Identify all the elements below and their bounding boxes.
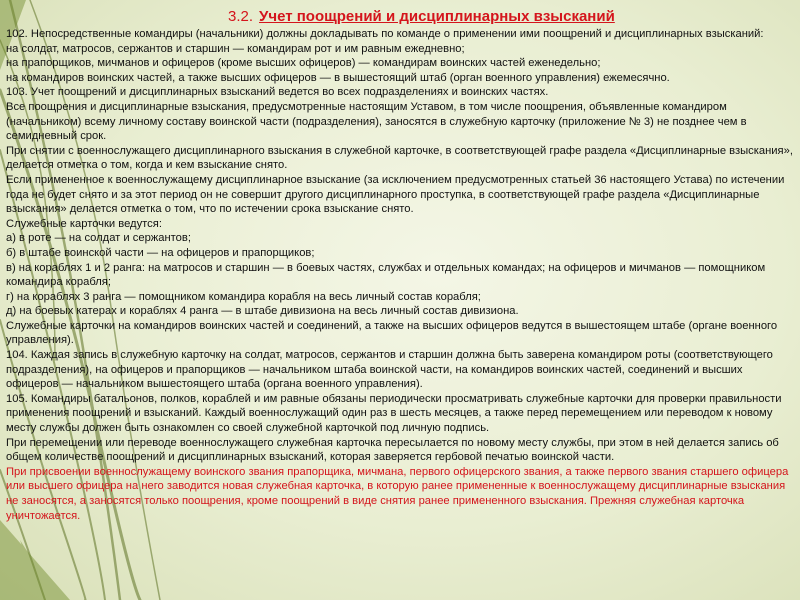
paragraph: г) на кораблях 3 ранга — помощником командира корабля на весь личный состав корабля; bbox=[6, 290, 481, 303]
paragraph: 104. Каждая запись в служебную карточку на солдат, матросов, сержантов и старшин должна быть заверена командиром роты (соответствующего подразделения), на офицеров и прапорщиков — начальником штаба воинской части, на командиров воинских частей, соединений и высших офицеров — начальником вышестоящего штаба (органа военного управления). bbox=[6, 349, 773, 391]
paragraph: При перемещении или переводе военнослужащего служебная карточка пересылается по новому месту службы, при этом в ней делается запись об общем количестве поощрений и дисциплинарных взысканий, которая заверяется гербовой печатью воинской части. bbox=[6, 436, 779, 464]
paragraph: д) на боевых катерах и кораблях 4 ранга — в штабе дивизиона на весь личный состав дивизиона. bbox=[6, 305, 519, 318]
paragraph: на прапорщиков, мичманов и офицеров (кроме высших офицеров) — командирам воинских частей еженедельно; bbox=[6, 57, 601, 70]
paragraph: Все поощрения и дисциплинарные взыскания, предусмотренные настоящим Уставом, в том числе поощрения, объявленные командиром (начальником) всему личному составу воинской части (подразделения), заносятся в служебную карточку (приложение № 3) не позднее чем в семидневный срок. bbox=[6, 100, 747, 143]
section-number: 3.2. bbox=[228, 8, 254, 25]
paragraph: Если примененное к военнослужащему дисциплинарное взыскание (за исключением предусмотренных статьей 36 настоящего Устава) по истечении года не будет снято и за этот период он не совершит другого дисциплинарного проступка, в соответствующей графе раздела «Дисциплинарные взыскания» делается отметка о том, что по истечении срока взыскание снято. bbox=[6, 173, 785, 216]
paragraph: на командиров воинских частей, а также высших офицеров — в вышестоящий штаб (орган военного управления) ежемесячно. bbox=[6, 71, 670, 84]
paragraph: Служебные карточки ведутся: bbox=[6, 217, 162, 230]
regulation-text bbox=[6, 27, 794, 523]
slide-title bbox=[228, 8, 788, 25]
highlight-paragraph: При присвоении военнослужащему воинского звания прапорщика, мичмана, первого офицерского звания, а также первого звания старшего офицера или высшего офицера на него заводится новая служебная карточка, в которую ранее примененные к военнослужащему дисциплинарные взыскания не заносятся, а заносятся только поощрения, кроме поощрений в виде снятия ранее примененного взыскания. Прежняя служебная карточка уничтожается. bbox=[6, 465, 789, 522]
paragraph: 105. Командиры батальонов, полков, кораблей и им равные обязаны периодически просматривать служебные карточки для проверки правильности применения поощрений и взысканий. Каждый военнослужащий один раз в шесть месяцев, а также перед перемещением или переводом к новому месту службы должен быть ознакомлен со своей служебной карточкой под личную подпись. bbox=[6, 392, 782, 435]
title-text: Учет поощрений и дисциплинарных взысканий bbox=[259, 8, 615, 25]
paragraph: 102. Непосредственные командиры (начальники) должны докладывать по команде о применении ими поощрений и дисциплинарных взысканий: bbox=[6, 28, 764, 40]
paragraph: Служебные карточки на командиров воинских частей и соединений, а также на высших офицеров ведутся в вышестоящем штабе (органе военного управления). bbox=[6, 319, 778, 347]
paragraph: При снятии с военнослужащего дисциплинарного взыскания в служебной карточке, в соответствующей графе раздела «Дисциплинарные взыскания», делается отметка о том, когда и кем взыскание снято. bbox=[6, 144, 793, 172]
paragraph: б) в штабе воинской части — на офицеров и прапорщиков; bbox=[6, 246, 315, 259]
paragraph: а) в роте — на солдат и сержантов; bbox=[6, 232, 191, 245]
paragraph: 103. Учет поощрений и дисциплинарных взысканий ведется во всех подразделениях и воинских частях. bbox=[6, 86, 549, 99]
paragraph: на солдат, матросов, сержантов и старшин — командирам рот и им равным ежедневно; bbox=[6, 42, 465, 55]
paragraph: в) на кораблях 1 и 2 ранга: на матросов и старшин — в боевых частях, службах и отдельных командах; на офицеров и мичманов — помощником командира корабля; bbox=[6, 261, 766, 289]
